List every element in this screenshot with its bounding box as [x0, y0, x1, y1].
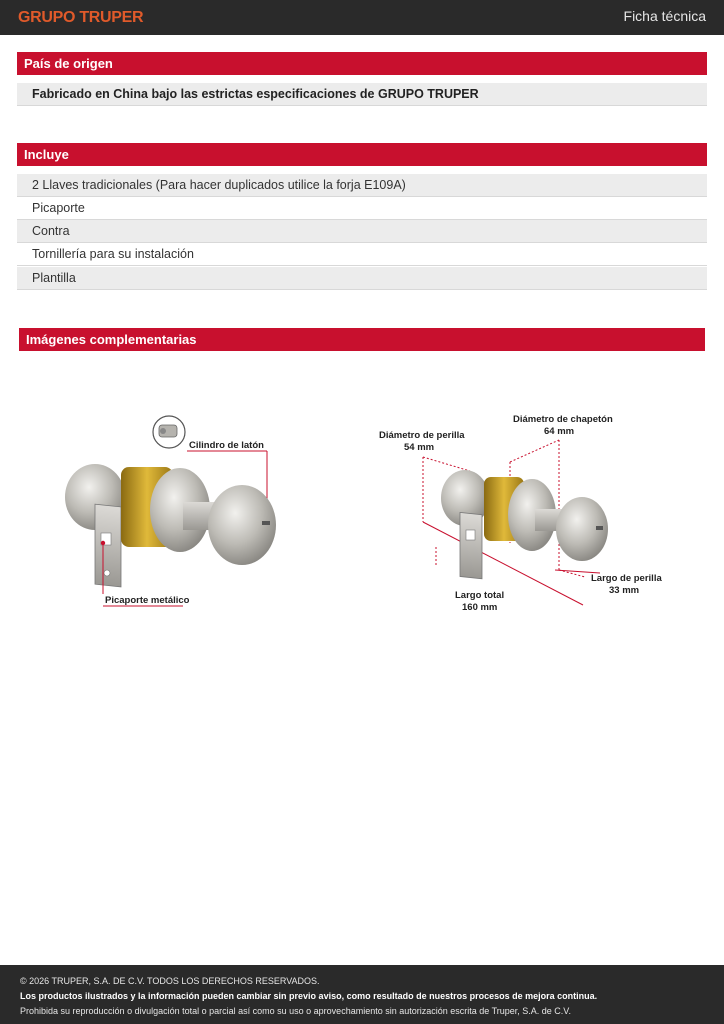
- document-type: Ficha técnica: [623, 8, 706, 24]
- footer-prohibition: Prohibida su reproducción o divulgación total o parcial así como su uso o aprovechamiento sin autorización escrita de Truper, S.A. de C.V.: [20, 1006, 571, 1016]
- footer-copyright: © 2026 TRUPER, S.A. DE C.V. TODOS LOS DERECHOS RESERVADOS.: [20, 976, 320, 986]
- section-title-images: Imágenes complementarias: [19, 328, 705, 351]
- rose-diameter-value: 64 mm: [544, 426, 575, 437]
- list-item: Tornillería para su instalación: [17, 243, 707, 266]
- total-length-value: 160 mm: [462, 602, 498, 613]
- top-bar: [0, 0, 724, 35]
- knob-length-value: 33 mm: [609, 585, 640, 596]
- list-item: Plantilla: [17, 267, 707, 290]
- knob-length-label: Largo de perilla: [591, 573, 662, 584]
- section-title-includes: Incluye: [17, 143, 707, 166]
- list-item: Picaporte: [17, 197, 707, 220]
- latch-label: Picaporte metálico: [105, 595, 190, 606]
- footer-notice: Los productos ilustrados y la información pueden cambiar sin previo aviso, como resultado de nuestros procesos de mejora continua.: [20, 991, 598, 1001]
- origin-text: Fabricado en China bajo las estrictas especificaciones de GRUPO TRUPER: [17, 83, 707, 106]
- total-length-label: Largo total: [455, 590, 505, 601]
- list-item: Contra: [17, 220, 707, 243]
- knob-diameter-label: Diámetro de perilla: [379, 430, 465, 441]
- rose-diameter-label: Diámetro de chapetón: [513, 414, 613, 425]
- cylinder-label: Cilindro de latón: [189, 440, 264, 451]
- footer: [0, 965, 724, 1024]
- lock-dimensions-image: [370, 405, 670, 620]
- knob-diameter-value: 54 mm: [404, 442, 435, 453]
- list-item: 2 Llaves tradicionales (Para hacer duplicados utilice la forja E109A): [17, 174, 707, 197]
- lock-product-image: [55, 405, 295, 615]
- section-title-origin: País de origen: [17, 52, 707, 75]
- brand-logo: GRUPO TRUPER: [18, 9, 144, 26]
